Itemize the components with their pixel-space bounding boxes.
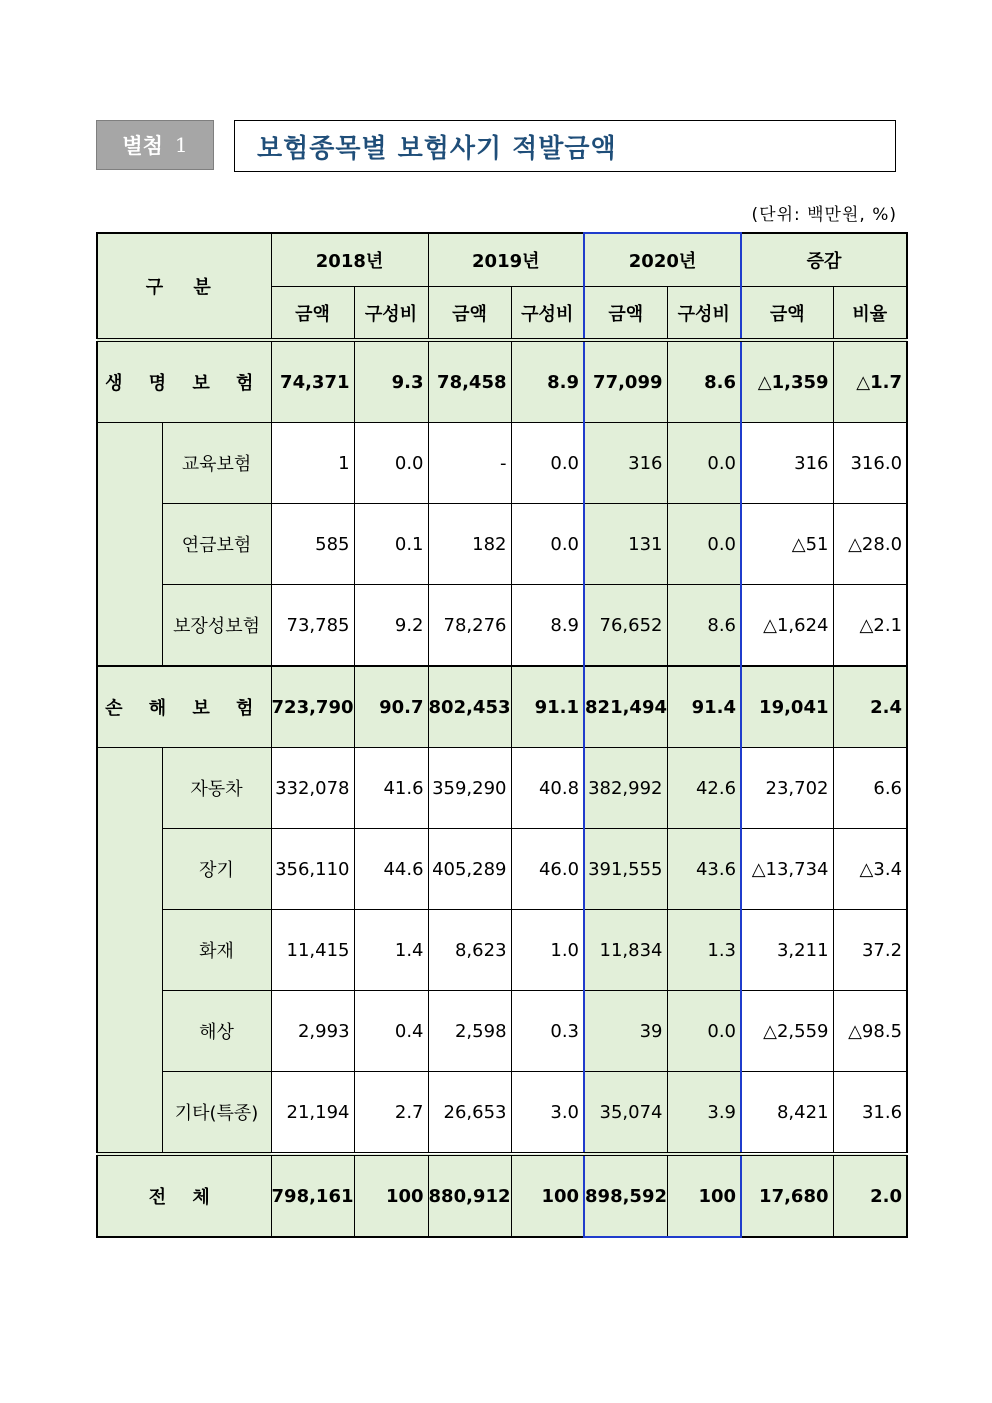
cell: 76,652 (584, 585, 667, 667)
table-row (97, 910, 907, 991)
cell: 9.2 (354, 585, 428, 667)
sub-header: 금액 (741, 287, 833, 341)
cell: 880,912 (428, 1154, 511, 1237)
cell: 802,453 (428, 666, 511, 748)
sub-header: 구성비 (667, 287, 741, 341)
cell: 2.4 (833, 666, 907, 748)
cell: 37.2 (833, 910, 907, 991)
cell: 41.6 (354, 748, 428, 829)
row-label: 연금보험 (162, 504, 271, 585)
cell: 0.0 (511, 423, 584, 504)
cell: 3,211 (741, 910, 833, 991)
cell: 42.6 (667, 748, 741, 829)
change-header: 증감 (741, 233, 907, 287)
row-label: 장기 (162, 829, 271, 910)
cell: △3.4 (833, 829, 907, 910)
indent-cell (97, 423, 162, 667)
sub-header: 구성비 (354, 287, 428, 341)
cell: 2.7 (354, 1072, 428, 1155)
cell: 8,421 (741, 1072, 833, 1155)
cell: 2,598 (428, 991, 511, 1072)
table-row (97, 748, 907, 829)
category-header: 구 분 (97, 233, 271, 340)
cell: 8.6 (667, 340, 741, 423)
cell: △1,624 (741, 585, 833, 667)
cell: 0.0 (667, 991, 741, 1072)
cell: 0.0 (511, 504, 584, 585)
row-label: 손 해 보 험 (97, 666, 271, 748)
row-label: 생 명 보 험 (97, 340, 271, 423)
sub-header: 금액 (271, 287, 354, 341)
cell: △2.1 (833, 585, 907, 667)
cell: △28.0 (833, 504, 907, 585)
cell: 77,099 (584, 340, 667, 423)
cell: 78,458 (428, 340, 511, 423)
cell: 17,680 (741, 1154, 833, 1237)
cell: 19,041 (741, 666, 833, 748)
table-row (97, 1072, 907, 1155)
cell: △2,559 (741, 991, 833, 1072)
table-row (97, 504, 907, 585)
cell: 2,993 (271, 991, 354, 1072)
row-label: 기타(특종) (162, 1072, 271, 1155)
cell: △1.7 (833, 340, 907, 423)
cell: 21,194 (271, 1072, 354, 1155)
row-label: 해상 (162, 991, 271, 1072)
cell: 359,290 (428, 748, 511, 829)
cell: 1.3 (667, 910, 741, 991)
year-header: 2018년 (271, 233, 428, 287)
cell: 0.0 (667, 423, 741, 504)
cell: 100 (354, 1154, 428, 1237)
row-label: 화재 (162, 910, 271, 991)
row-label: 보장성보험 (162, 585, 271, 667)
cell: 90.7 (354, 666, 428, 748)
cell: 31.6 (833, 1072, 907, 1155)
cell: 3.9 (667, 1072, 741, 1155)
cell: 0.0 (667, 504, 741, 585)
cell: 35,074 (584, 1072, 667, 1155)
cell: 43.6 (667, 829, 741, 910)
page-title: 보험종목별 보험사기 적발금액 (234, 120, 896, 172)
cell: 405,289 (428, 829, 511, 910)
table-row-nonlife (97, 666, 907, 748)
sub-header: 구성비 (511, 287, 584, 341)
badge-label: 별첨 (122, 134, 163, 158)
cell: 8.9 (511, 585, 584, 667)
table-row-total (97, 1154, 907, 1237)
cell: 44.6 (354, 829, 428, 910)
cell: 2.0 (833, 1154, 907, 1237)
sub-header: 금액 (584, 287, 667, 341)
cell: 0.1 (354, 504, 428, 585)
cell: 316 (584, 423, 667, 504)
cell: 1 (271, 423, 354, 504)
cell: 73,785 (271, 585, 354, 667)
cell: 356,110 (271, 829, 354, 910)
cell: △13,734 (741, 829, 833, 910)
cell: 898,592 (584, 1154, 667, 1237)
cell: 0.3 (511, 991, 584, 1072)
cell: 798,161 (271, 1154, 354, 1237)
cell: 0.0 (354, 423, 428, 504)
row-label: 자동차 (162, 748, 271, 829)
table-row (97, 991, 907, 1072)
cell: 40.8 (511, 748, 584, 829)
cell: 91.1 (511, 666, 584, 748)
cell: 39 (584, 991, 667, 1072)
cell: 74,371 (271, 340, 354, 423)
cell: 11,415 (271, 910, 354, 991)
cell: 3.0 (511, 1072, 584, 1155)
cell: 391,555 (584, 829, 667, 910)
cell: 585 (271, 504, 354, 585)
unit-note: (단위: 백만원, %) (751, 205, 897, 225)
cell: 9.3 (354, 340, 428, 423)
cell: 0.4 (354, 991, 428, 1072)
sub-header: 비율 (833, 287, 907, 341)
cell: 8.9 (511, 340, 584, 423)
row-label: 전 체 (97, 1154, 271, 1237)
appendix-badge (96, 120, 214, 170)
table-row (97, 423, 907, 504)
cell: 11,834 (584, 910, 667, 991)
fraud-amount-table (96, 232, 908, 1238)
cell: 46.0 (511, 829, 584, 910)
cell: 100 (667, 1154, 741, 1237)
header-row-years (97, 233, 907, 287)
sub-header: 금액 (428, 287, 511, 341)
table-row-life (97, 340, 907, 423)
cell: 723,790 (271, 666, 354, 748)
cell: 332,078 (271, 748, 354, 829)
cell: △51 (741, 504, 833, 585)
cell: 316 (741, 423, 833, 504)
badge-number: 1 (174, 133, 188, 157)
cell: 8,623 (428, 910, 511, 991)
cell: - (428, 423, 511, 504)
cell: △1,359 (741, 340, 833, 423)
cell: 1.0 (511, 910, 584, 991)
table-row (97, 585, 907, 667)
cell: 23,702 (741, 748, 833, 829)
cell: 131 (584, 504, 667, 585)
row-label: 교육보험 (162, 423, 271, 504)
cell: 821,494 (584, 666, 667, 748)
cell: 26,653 (428, 1072, 511, 1155)
cell: 100 (511, 1154, 584, 1237)
cell: 78,276 (428, 585, 511, 667)
cell: 6.6 (833, 748, 907, 829)
cell: 182 (428, 504, 511, 585)
cell: 382,992 (584, 748, 667, 829)
year-header: 2020년 (584, 233, 741, 287)
cell: 316.0 (833, 423, 907, 504)
cell: 91.4 (667, 666, 741, 748)
table-row (97, 829, 907, 910)
cell: 8.6 (667, 585, 741, 667)
cell: △98.5 (833, 991, 907, 1072)
cell: 1.4 (354, 910, 428, 991)
indent-cell (97, 748, 162, 1155)
year-header: 2019년 (428, 233, 584, 287)
